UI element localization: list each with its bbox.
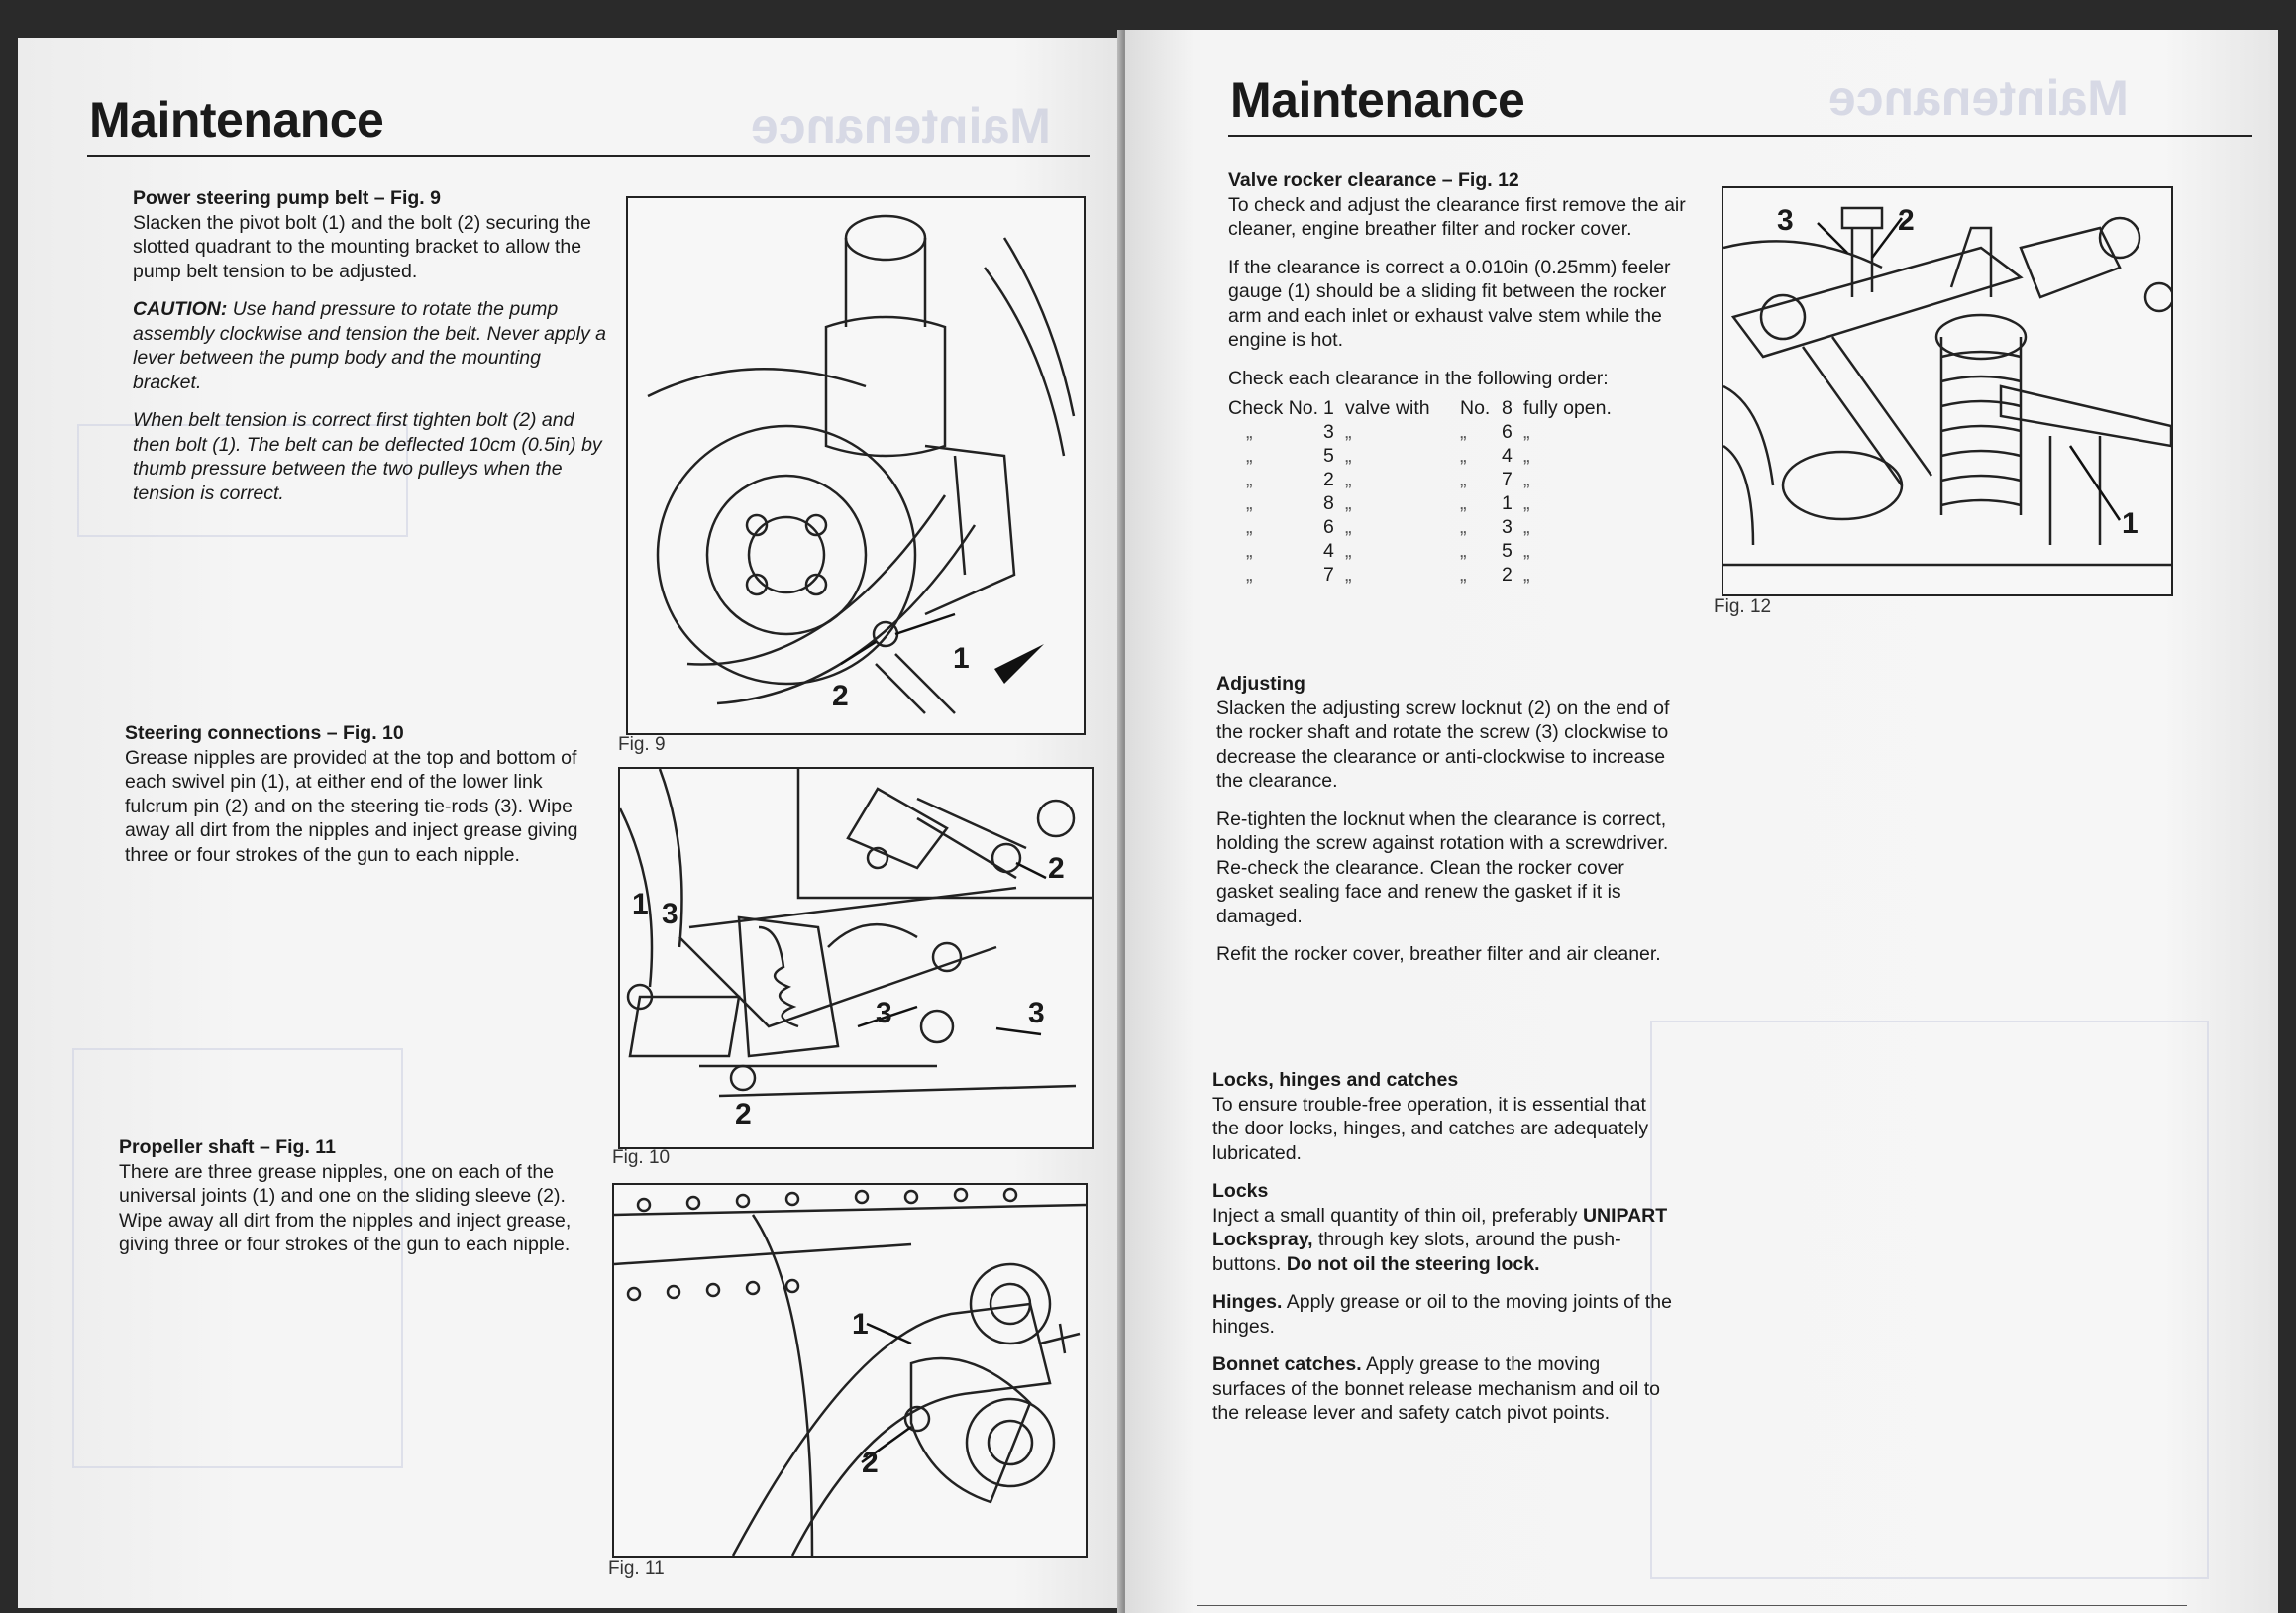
order-num-b: 6 [1502,421,1513,443]
show-through-heading: Maintenance [751,98,1051,154]
ditto-mark: „ [1345,445,1352,467]
order-num-a: 1 [1323,397,1334,419]
heading-rule [87,155,1090,157]
caution-note [133,297,610,394]
ditto-mark: „ [1246,445,1253,467]
valve-p3: Check each clearance in the following order: [1228,367,1609,389]
fig10-label-1: 1 [632,888,649,920]
section-title: Power steering pump belt – Fig. 9 [133,187,441,209]
order-num-a: 5 [1323,445,1334,467]
order-num-b: 3 [1502,516,1513,538]
fig9-caption: Fig. 9 [618,734,666,755]
valve-p2: If the clearance is correct a 0.010in (0.25mm) feeler gauge (1) should be a sliding fit between the rocker arm and each inlet or exhaust valve stem while the engine is hot. [1228,256,1671,351]
adjust-p2: Re-tighten the locknut when the clearance is correct, holding the screw against rotation with a screwdriver. Re-check the clearance. Clean the rocker cover gasket sealing face and renew the gasket if it is damaged. [1216,807,1669,927]
fig10-label-3a: 3 [662,898,678,930]
order-no: No. [1460,397,1491,419]
order-num-b: 1 [1502,492,1513,514]
fig12-label-2: 2 [1898,204,1915,237]
order-table [1228,420,1688,587]
ditto-mark: „ [1345,492,1352,514]
order-num-b: 7 [1502,469,1513,490]
order-num-b: 2 [1502,564,1513,586]
show-through-box [1650,1021,2209,1579]
ditto-mark: „ [1246,516,1253,538]
order-row [1228,539,1688,563]
section-body: Grease nipples are provided at the top and bottom of each swivel pin (1), at either end of the lower link fulcrum pin (2) and on the steering tie-rods (3). Wipe away all dirt from the nipples and inject grease giving three or four strokes of the gun to each nipple. [125,746,578,866]
adjust-p3: Refit the rocker cover, breather filter and air cleaner. [1216,943,1661,965]
section-propeller [119,1135,596,1271]
section-title: Locks, hinges and catches [1212,1069,1459,1091]
heading-rule [1228,135,2252,137]
ditto-mark: „ [1523,469,1530,490]
section-body: There are three grease nipples, one on each of the universal joints (1) and one on the sliding sleeve (2). Wipe away all dirt from the nipples and inject grease, giving three or four strokes of the gun to each nipple. [119,1160,572,1255]
section-steering [125,721,602,881]
valve-p1: To check and adjust the clearance first remove the air cleaner, engine breather filter and rocker cover. [1228,193,1686,240]
figure-11 [612,1183,1088,1558]
section-locks-hinges [1212,1068,1678,1440]
tension-note: When belt tension is correct first tighten bolt (2) and then bolt (1). The belt can be deflected 10cm (0.5in) by thumb pressure between the two pulleys when the tension is correct. [133,409,602,504]
left-page [18,38,1125,1608]
order-num-b: 8 [1502,397,1513,419]
ditto-mark: „ [1246,492,1253,514]
ditto-mark: „ [1345,516,1352,538]
hinges-body: Apply grease or oil to the moving joints of the hinges. [1212,1291,1672,1338]
section-pump-belt [133,186,610,519]
order-num-a: 7 [1323,564,1334,586]
locks-a: Inject a small quantity of thin oil, preferably [1212,1204,1583,1227]
ditto-mark: „ [1523,445,1530,467]
page-heading: Maintenance [1230,72,1525,128]
fig10-label-3b: 3 [876,997,892,1029]
ditto-mark: „ [1345,469,1352,490]
ditto-mark: „ [1246,469,1253,490]
order-num-a: 4 [1323,540,1334,562]
caution-label: CAUTION: [133,298,228,320]
pump-belt-drawing [628,198,1084,733]
order-row [1228,563,1688,587]
bonnet-body: Apply grease to the moving surfaces of the bonnet release mechanism and oil to the release lever and safety catch pivot points. [1212,1353,1661,1424]
ditto-mark: „ [1460,564,1467,586]
locks-intro: To ensure trouble-free operation, it is essential that the door locks, hinges, and catches are adequately lubricated. [1212,1093,1649,1164]
hinges-text [1212,1290,1678,1339]
fig9-label-2: 2 [832,680,849,712]
ditto-mark: „ [1460,445,1467,467]
fig11-label-1: 1 [852,1308,869,1341]
fig10-label-2: 2 [735,1098,752,1130]
figure-12 [1722,186,2173,596]
caution-text: Use hand pressure to rotate the pump assembly clockwise and tension the belt. Never apply a lever between the pump body and the mounting bracket. [133,298,606,393]
section-title: Adjusting [1216,673,1305,695]
ditto-mark: „ [1460,540,1467,562]
show-through-heading: Maintenance [1828,70,2129,126]
fig11-label-2: 2 [862,1447,879,1479]
hinges-title: Hinges. [1212,1291,1283,1313]
propeller-shaft-drawing [614,1185,1086,1556]
order-num-a: 2 [1323,469,1334,490]
section-title: Steering connections – Fig. 10 [125,722,404,744]
locks-b: through key slots, around the push-buttons. [1212,1229,1621,1275]
locks-warning: Do not oil the steering lock. [1286,1252,1540,1275]
fig11-caption: Fig. 11 [608,1559,665,1579]
section-adjusting [1216,672,1682,981]
ditto-mark: „ [1460,516,1467,538]
order-row-first [1228,396,1688,420]
ditto-mark: „ [1345,421,1352,443]
ditto-mark: „ [1460,492,1467,514]
valve-rocker-drawing [1723,188,2171,594]
locks-text [1212,1204,1678,1277]
order-label: Check No. [1228,397,1319,419]
order-tail: fully open. [1523,397,1612,419]
section-title: Propeller shaft – Fig. 11 [119,1136,336,1158]
section-title: Valve rocker clearance – Fig. 12 [1228,169,1519,191]
fig12-caption: Fig. 12 [1714,596,1772,617]
ditto-mark: „ [1246,421,1253,443]
order-num-b: 5 [1502,540,1513,562]
order-row [1228,515,1688,539]
fig9-label-1: 1 [953,642,970,675]
adjust-p1: Slacken the adjusting screw locknut (2) on the end of the rocker shaft and rotate the screw (3) clockwise to decrease the clearance or anti-clockwise to increase the clearance. [1216,697,1670,792]
order-row [1228,468,1688,491]
order-num-a: 8 [1323,492,1334,514]
fig10-label-3c: 3 [1028,997,1045,1029]
locks-title: Locks [1212,1180,1269,1202]
fig12-label-1: 1 [2122,507,2139,540]
right-page [1125,30,2278,1613]
order-num-a: 6 [1323,516,1334,538]
ditto-mark: „ [1246,564,1253,586]
ditto-mark: „ [1460,469,1467,490]
ditto-mark: „ [1345,564,1352,586]
ditto-mark: „ [1523,421,1530,443]
ditto-mark: „ [1345,540,1352,562]
order-mid: valve with [1345,397,1430,419]
fig10-caption: Fig. 10 [612,1147,671,1168]
bonnet-title: Bonnet catches. [1212,1353,1362,1375]
figure-10 [618,767,1094,1149]
ditto-mark: „ [1523,540,1530,562]
ditto-mark: „ [1523,516,1530,538]
ditto-mark: „ [1460,421,1467,443]
order-num-a: 3 [1323,421,1334,443]
section-valve-rocker [1228,168,1688,587]
fig10-label-2b: 2 [1048,852,1065,885]
fig12-label-3: 3 [1777,204,1794,237]
bottom-rule [1197,1605,2187,1606]
figure-9 [626,196,1086,735]
bonnet-text [1212,1352,1678,1426]
order-row [1228,420,1688,444]
section-body: Slacken the pivot bolt (1) and the bolt (2) securing the slotted quadrant to the mounting bracket to allow the pump belt tension to be adjusted. [133,211,591,282]
ditto-mark: „ [1523,564,1530,586]
order-num-b: 4 [1502,445,1513,467]
order-row [1228,491,1688,515]
steering-connections-drawing [620,769,1092,1147]
ditto-mark: „ [1246,540,1253,562]
locks-brand: UNIPART Lockspray, [1212,1204,1668,1250]
order-row [1228,444,1688,468]
page-heading: Maintenance [89,92,384,148]
ditto-mark: „ [1523,492,1530,514]
